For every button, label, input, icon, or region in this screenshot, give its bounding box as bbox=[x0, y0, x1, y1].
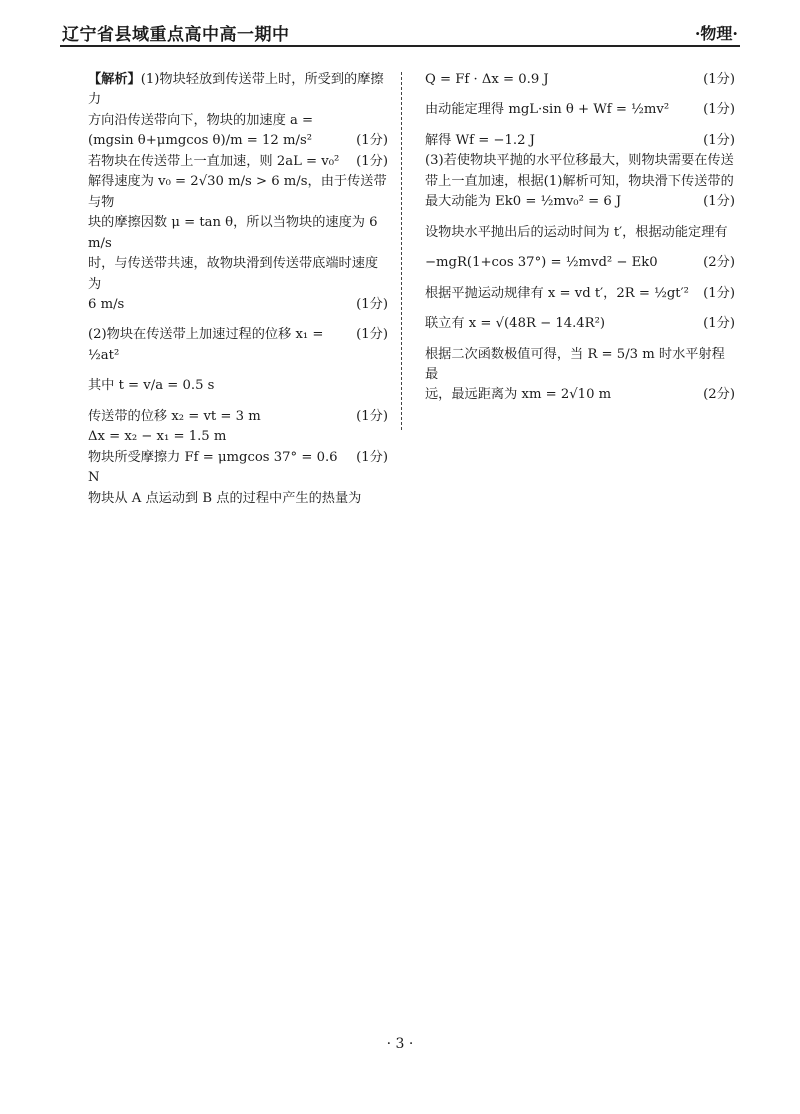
part2-row bbox=[88, 325, 388, 366]
page-number: · 3 · bbox=[386, 1036, 414, 1052]
score-label: (1分) bbox=[356, 327, 388, 343]
heat-intro: 物块从 A 点运动到 B 点的过程中产生的热量为 bbox=[88, 490, 362, 506]
speed-result-row bbox=[88, 295, 388, 315]
max-kinetic-row bbox=[425, 192, 735, 212]
accel-constant-row bbox=[88, 152, 388, 172]
score-label: (1分) bbox=[356, 408, 388, 424]
work-energy-equation: 由动能定理得 mgL·sin θ + Wf = ½mv² bbox=[425, 102, 670, 118]
friction-work-row bbox=[425, 131, 735, 151]
projectile-equations: 根据平抛运动规律有 x = vd t′，2R = ½gt′² bbox=[425, 285, 689, 301]
relative-displacement-row bbox=[88, 427, 388, 447]
projectile-intro-row bbox=[425, 223, 735, 243]
part3-paragraph bbox=[425, 151, 735, 192]
constant-accel-text: 若物块在传送带上一直加速，则 2aL = v₀² bbox=[88, 153, 340, 169]
score-label: (1分) bbox=[703, 102, 735, 118]
friction-force: 物块所受摩擦力 Ff = μmgcos 37° = 0.6 N bbox=[88, 449, 338, 486]
accel-equation: (mgsin θ+μmgcos θ)/m = 12 m/s² bbox=[88, 133, 312, 149]
score-label: (2分) bbox=[703, 255, 735, 271]
score-label: (1分) bbox=[356, 133, 388, 149]
accel-row bbox=[88, 131, 388, 151]
time-equation: 其中 t = v/a = 0.5 s bbox=[88, 378, 215, 394]
score-label: (1分) bbox=[703, 132, 735, 148]
time-row bbox=[88, 376, 388, 396]
belt-displacement-row bbox=[88, 407, 388, 427]
part2-displacement: (2)物块在传送带上加速过程的位移 x₁ = ½at² bbox=[88, 327, 324, 363]
work-energy-row bbox=[425, 100, 735, 120]
max-kinetic-energy: 最大动能为 Ek0 = ½mv₀² = 6 J bbox=[425, 194, 622, 210]
solution-right-column bbox=[425, 70, 735, 406]
subject-label: ·物理· bbox=[694, 24, 738, 43]
score-label: (1分) bbox=[356, 296, 388, 312]
score-label: (1分) bbox=[356, 153, 388, 169]
relative-displacement: Δx = x₂ − x₁ = 1.5 m bbox=[88, 429, 227, 445]
score-label: (2分) bbox=[703, 387, 735, 403]
score-label: (1分) bbox=[703, 194, 735, 210]
projectile-intro: 设物块水平抛出后的运动时间为 t′，根据动能定理有 bbox=[425, 224, 728, 240]
intro-paragraph bbox=[88, 70, 388, 131]
score-label: (1分) bbox=[703, 72, 735, 87]
score-label: (1分) bbox=[703, 285, 735, 301]
heat-equation: Q = Ff · Δx = 0.9 J bbox=[425, 72, 549, 87]
speed-line-3: 时，与传送带共速，故物块滑到传送带底端时速度为 bbox=[88, 256, 379, 292]
part3-line-2: 带上一直加速，根据(1)解析可知，物块滑下传送带的 bbox=[425, 173, 734, 189]
belt-displacement: 传送带的位移 x₂ = vt = 3 m bbox=[88, 408, 261, 424]
analysis-label: 【解析】 bbox=[88, 72, 141, 87]
friction-row bbox=[88, 448, 388, 489]
score-label: (1分) bbox=[703, 316, 735, 332]
energy-equation-row bbox=[425, 253, 735, 273]
part3-line-1: (3)若使物块平抛的水平位移最大，则物块需要在传送 bbox=[425, 153, 734, 169]
score-label: (1分) bbox=[356, 449, 388, 465]
heat-row bbox=[425, 70, 735, 90]
extremum-paragraph bbox=[425, 345, 735, 386]
heat-intro-row bbox=[88, 489, 388, 509]
intro-line-2: 方向沿传送带向下，物块的加速度 a = bbox=[88, 112, 314, 128]
friction-work: 解得 Wf = −1.2 J bbox=[425, 132, 535, 148]
solution-left-column bbox=[88, 70, 388, 509]
speed-line-1: 解得速度为 v₀ = 2√30 m/s > 6 m/s，由于传送带与物 bbox=[88, 174, 387, 210]
speed-paragraph bbox=[88, 172, 388, 295]
header-rule bbox=[60, 45, 740, 47]
speed-line-2: 块的摩擦因数 μ = tan θ，所以当物块的速度为 6 m/s bbox=[88, 215, 378, 251]
extremum-line-2: 远，最远距离为 xm = 2√10 m bbox=[425, 387, 612, 403]
projectile-row bbox=[425, 284, 735, 304]
extremum-line-1: 根据二次函数极值可得，当 R = 5/3 m 时水平射程最 bbox=[425, 346, 725, 382]
column-divider bbox=[401, 72, 402, 430]
exam-title: 辽宁省县域重点高中高一期中 bbox=[62, 25, 290, 45]
combined-equation: 联立有 x = √(48R − 14.4R²) bbox=[425, 316, 606, 332]
energy-equation: −mgR(1+cos 37°) = ½mvd² − Ek0 bbox=[425, 255, 658, 271]
intro-line-1: (1)物块轻放到传送带上时，所受到的摩擦力 bbox=[88, 72, 384, 108]
speed-result: 6 m/s bbox=[88, 296, 125, 312]
extremum-result-row bbox=[425, 385, 735, 405]
combined-row bbox=[425, 314, 735, 334]
